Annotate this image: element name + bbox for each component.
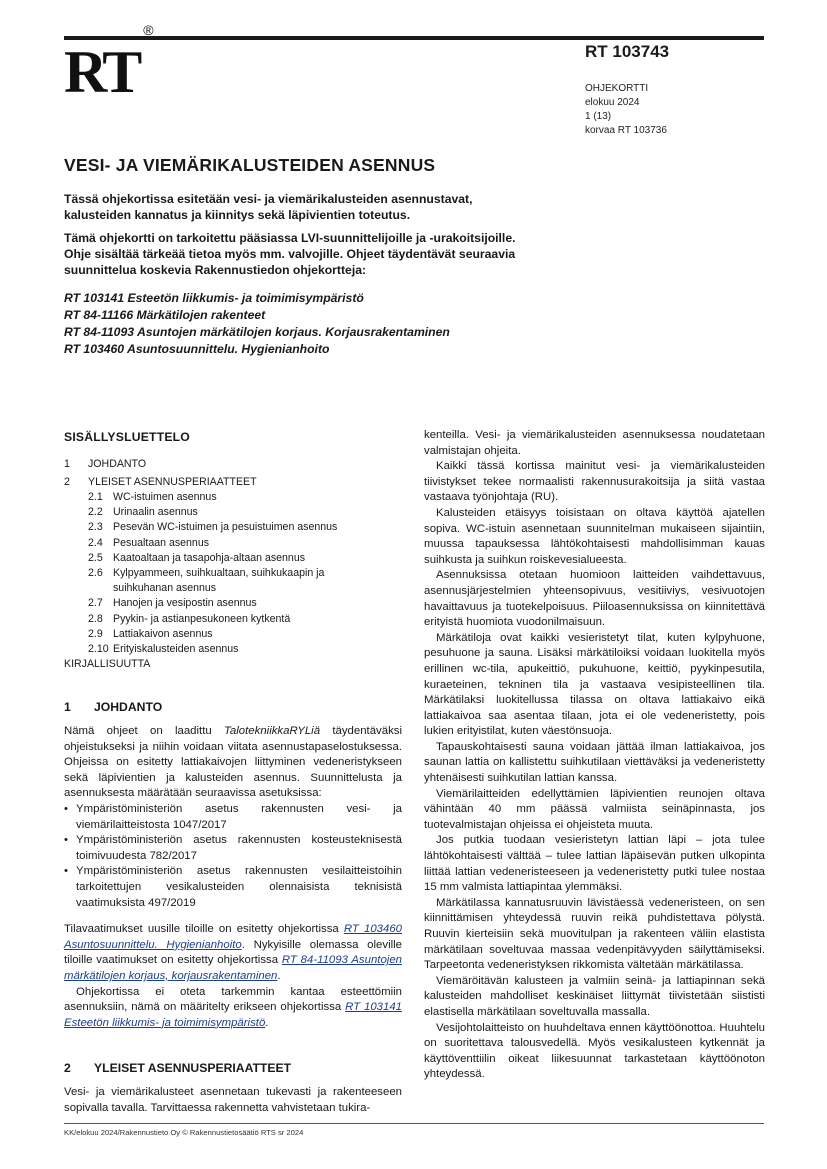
page-footer: KK/elokuu 2024/Rakennustieto Oy © Rakennustietosäätiö RTS sr 2024 [64,1128,304,1137]
bullet-item: • Ympäristöministeriön asetus rakennusten vesi- ja viemärilaitteistosta 1047/2017 [64,802,402,833]
text-run: . [265,1016,269,1029]
toc-number: 2.6 [88,567,103,580]
doc-date: elokuu 2024 [585,97,640,108]
toc-number: 2.5 [88,551,103,564]
toc-item[interactable]: KIRJALLISUUTTA [64,658,151,671]
toc-number: 2.7 [88,597,103,610]
toc-title: Erityiskalusteiden asennus [113,643,239,656]
body-paragraph [64,724,402,802]
body-paragraph: Märkätilassa kannatusruuvin lävistäessä vedeneristeen, on sen kiinnittämisen yhteydessä ruuvin reikä puhdistettava pölystä. Ruuvin kierteisiin sekä muovitulpan ja rakenteen väliin elastista märkätilaan soveltuvaa massaa vedenpitävyyden säilyttämiseksi. Tarpeetonta vedeneristyksen rikkomista vältetään märkätilassa. [424,896,765,972]
body-paragraph: Vesi- ja viemärikalusteet asennetaan tukevasti ja rakenteeseen sopivalla tavalla. Tarvittaessa rakennetta vahvistetaan tukira- [64,1085,402,1114]
toc-title: Kaatoaltaan ja tasapohja-altaan asennus [113,551,306,564]
toc-subitem[interactable] [64,612,402,627]
left-column [64,430,402,1116]
toc-number: 2.10 [88,643,109,656]
reference-item: RT 103141 Esteetön liikkumis- ja toimimisympäristö [64,291,364,305]
toc-number: 2.2 [88,506,103,519]
italic-text: TalotekniikkaRYLiä [224,725,321,738]
toc-number: 2.4 [88,536,103,549]
body-paragraph [64,922,402,984]
table-of-contents [64,457,402,673]
doc-replaces: korvaa RT 103736 [585,125,667,136]
toc-title: Pyykin- ja astianpesukoneen kytkentä [113,612,291,625]
toc-number: 2.8 [88,612,103,625]
page-title: VESI- JA VIEMÄRIKALUSTEIDEN ASENNUS [64,155,436,175]
bullet-item: • Ympäristöministeriön asetus rakennusten vesilaitteistoihin tarkoitettujen vesikalusteiden olennaisista teknisistä vaatimuksista 497/2019 [64,864,402,911]
text-run: Tilavaatimukset uusille tiloille on esitetty ohjekortissa [64,923,344,936]
toc-subitem[interactable] [64,627,402,642]
doc-type: OHJEKORTTI [585,83,649,94]
section-heading [64,1061,402,1077]
toc-subitem[interactable] [64,505,402,520]
reference-link[interactable]: RT 84-11093 Asuntojen märkätilojen korjaus, korjausrakentaminen [64,954,402,982]
section-number: 1 [64,700,71,715]
toc-title: Pesevän WC-istuimen ja pesuistuimen asennus [113,521,338,534]
reference-item: RT 84-11093 Asuntojen märkätilojen korjaus. Korjausrakentaminen [64,325,450,339]
toc-title: WC-istuimen asennus [113,491,217,503]
header-rule [64,36,764,40]
right-column [424,428,765,1083]
toc-title: Lattiakaivon asennus [113,627,213,640]
text-run: Nämä ohjeet on laadittu [64,725,225,738]
toc-title: Urinaalin asennus [113,506,198,519]
text-run: . [277,969,281,982]
toc-number: 2 [64,475,70,488]
reference-item: RT 84-11166 Märkätilojen rakenteet [64,308,266,322]
toc-number: 2.1 [88,491,103,503]
doc-meta [585,82,667,138]
body-paragraph: Kaikki tässä kortissa mainitut vesi- ja viemärikalusteiden tiivistykset tekee normaalisti rakennusurakoitsija ja siitä vastaa vastaava työnjohtaja (RU). [424,460,765,504]
toc-title: Hanojen ja vesipostin asennus [113,597,257,610]
toc-item[interactable] [64,475,402,490]
reference-item: RT 103460 Asuntosuunnittelu. Hygienianhoito [64,342,330,356]
reference-link[interactable]: RT 103460 Asuntosuunnittelu. Hygienianhoito [64,923,403,951]
intro [64,191,534,358]
body-paragraph: Vesijohtolaitteisto on huuhdeltava ennen käyttöönottoa. Huuhtelu on suoritettava talousvedellä. Myös vesikalusteen kytkennät ja käyttöventtiilin oikeat liikesuunnat tarkastetaan käyttöönoton yhteydessä. [424,1021,765,1081]
intro-paragraph: Tässä ohjekortissa esitetään vesi- ja viemärikalusteiden asennustavat, kalusteiden kannatus ja kiinnitys sekä läpivientien toteutus. [64,192,473,222]
body-paragraph: Viemärilaitteiden edellyttämien läpivientien reunojen oltava vähintään 40 mm päässä valmiista seinäpinnasta, jos tuotevalmistajan ohjeissa ei ohjeisteta muuta. [424,787,765,831]
reference-link[interactable]: RT 103141 Esteetön liikkumis- ja toimimisympäristö [64,1001,402,1029]
footer-rule [64,1123,764,1124]
toc-item[interactable] [64,457,402,472]
rt-logo [64,22,154,105]
text-run: Ohjekortissa ei oteta tarkemmin kantaa esteettömiin asennuksiin, nämä on määritelty erikseen ohjekortissa [64,985,402,1014]
toc-number: 2.9 [88,627,103,640]
section-title: JOHDANTO [94,700,163,715]
toc-subitem[interactable] [64,566,402,596]
toc-subitem[interactable] [64,596,402,611]
toc-subitem[interactable] [64,520,402,535]
toc-number: 2.3 [88,521,103,534]
section-number: 2 [64,1061,71,1076]
toc-subitem[interactable] [64,490,402,505]
toc-heading: SISÄLLYSLUETTELO [64,430,190,444]
body-paragraph: Tapauskohtaisesti sauna voidaan jättää ilman lattiakaivoa, jos saunan lattia on kallistettu suihkutilaan viettäväksi ja vedeneristetty yhtenäisesti suihkutilan lattian kanssa. [424,740,765,785]
body-paragraph: Kalusteiden etäisyys toisistaan on oltava käyttöä ajatellen sopiva. WC-istuin asennetaan suunnitelman mukaiseen sijaintiin, muussa tapauksessa lähtökohtaisesti mahdollisimman kauas suihkusta ja suihkun roiskevesialueesta. [424,506,765,566]
doc-number: RT 103743 [585,42,670,61]
reference-list [64,290,534,358]
toc-title: JOHDANTO [88,457,147,470]
toc-subitem[interactable] [64,642,402,657]
doc-pages: 1 (13) [585,111,612,122]
toc-title: Kylpyammeen, suihkualtaan, suihkukaapin ja suihkuhanan asennus [113,567,325,595]
text-run: täydentäväksi ohjeistukseksi ja niihin voidaan viitata asennustapaselostuksessa. Ohjeissa on esitetty lattiakaivojen liittyminen vedeneristykseen sekä läpivientien ja kalusteiden asennus. Suunnittelusta ja asennuksesta määrätään seuraavissa asetuksissa: [64,725,402,800]
logo-text: RT [64,39,140,105]
toc-number: 1 [64,457,70,470]
toc-subitem[interactable] [64,551,402,566]
body-paragraph: kenteilla. Vesi- ja viemärikalusteiden asennuksessa noudatetaan valmistajan ohjeita. [424,429,765,457]
toc-title: YLEISET ASENNUSPERIAATTEET [88,475,257,488]
body-paragraph [64,985,402,1032]
section-title: YLEISET ASENNUSPERIAATTEET [94,1061,292,1076]
bullet-item: • Ympäristöministeriön asetus rakennusten kosteusteknisestä toimivuudesta 782/2017 [64,833,402,864]
body-paragraph: Viemäröitävän kalusteen ja valmiin seinä- ja lattiapinnan sekä kalusteiden mahdolliset keskinäiset liittymät tiivistetään siististi elastisella märkätilaan soveltuvalla massalla. [424,974,765,1018]
text-run: . Nykyisille olemassa oleville tiloille vaatimukset on esitetty ohjekortissa [64,938,402,967]
toc-title: Pesualtaan asennus [113,536,210,549]
body-paragraph: Asennuksissa otetaan huomioon laitteiden vaihdettavuus, asennusjärjestelmien yhteensopivuus, vesitiiviys, vesivuotojen havaittavuus ja tuotekelpoisuus. Piiloasennuksissa on kiinnitettävä erityistä huomiota vuodonilmaisuun. [424,569,765,629]
intro-paragraph: Tämä ohjekortti on tarkoitettu pääsiassa LVI-suunnittelijoille ja -urakoitsijoille. Ohje sisältää tärkeää tietoa myös mm. valvojille. Ohjeet täydentävät seuraavia suunnittelua koskevia Rakennustiedon ohjekortteja: [64,231,516,277]
bullet-list [64,802,402,911]
section-heading [64,700,402,716]
body-paragraph: Märkätiloja ovat kaikki vesieristetyt tilat, kuten kylpyhuone, pesuhuone ja sauna. Lisäksi märkätiloiksi voidaan luokitella myös erillinen wc-tila, apukeittiö, pukuhuone, keittiö, pyykinpesutila, kuraeteinen, tekninen tila ja vastaava vesipisteellinen tila. Märkätilaksi luokitellussa tilassa on oltava lattiakaivo eikä lattiakaivoa saa asentaa tilaan, jota ei ole vedeneristetty, pois lukien erityistilat, kuten väestönsuoja. [424,631,765,738]
body-paragraph: Jos putkia tuodaan vesieristetyn lattian läpi – jota tulee lähtökohtaisesti välttää – tulee lattian läpäisevän putken ulkopinta liittää lattian vedeneristeeseen ja vedeneristetty putki tulee nostaa 15 mm valmista lattiapintaa ylemmäksi. [424,834,765,894]
registered-mark: ® [143,22,154,38]
toc-subitem[interactable] [64,536,402,551]
